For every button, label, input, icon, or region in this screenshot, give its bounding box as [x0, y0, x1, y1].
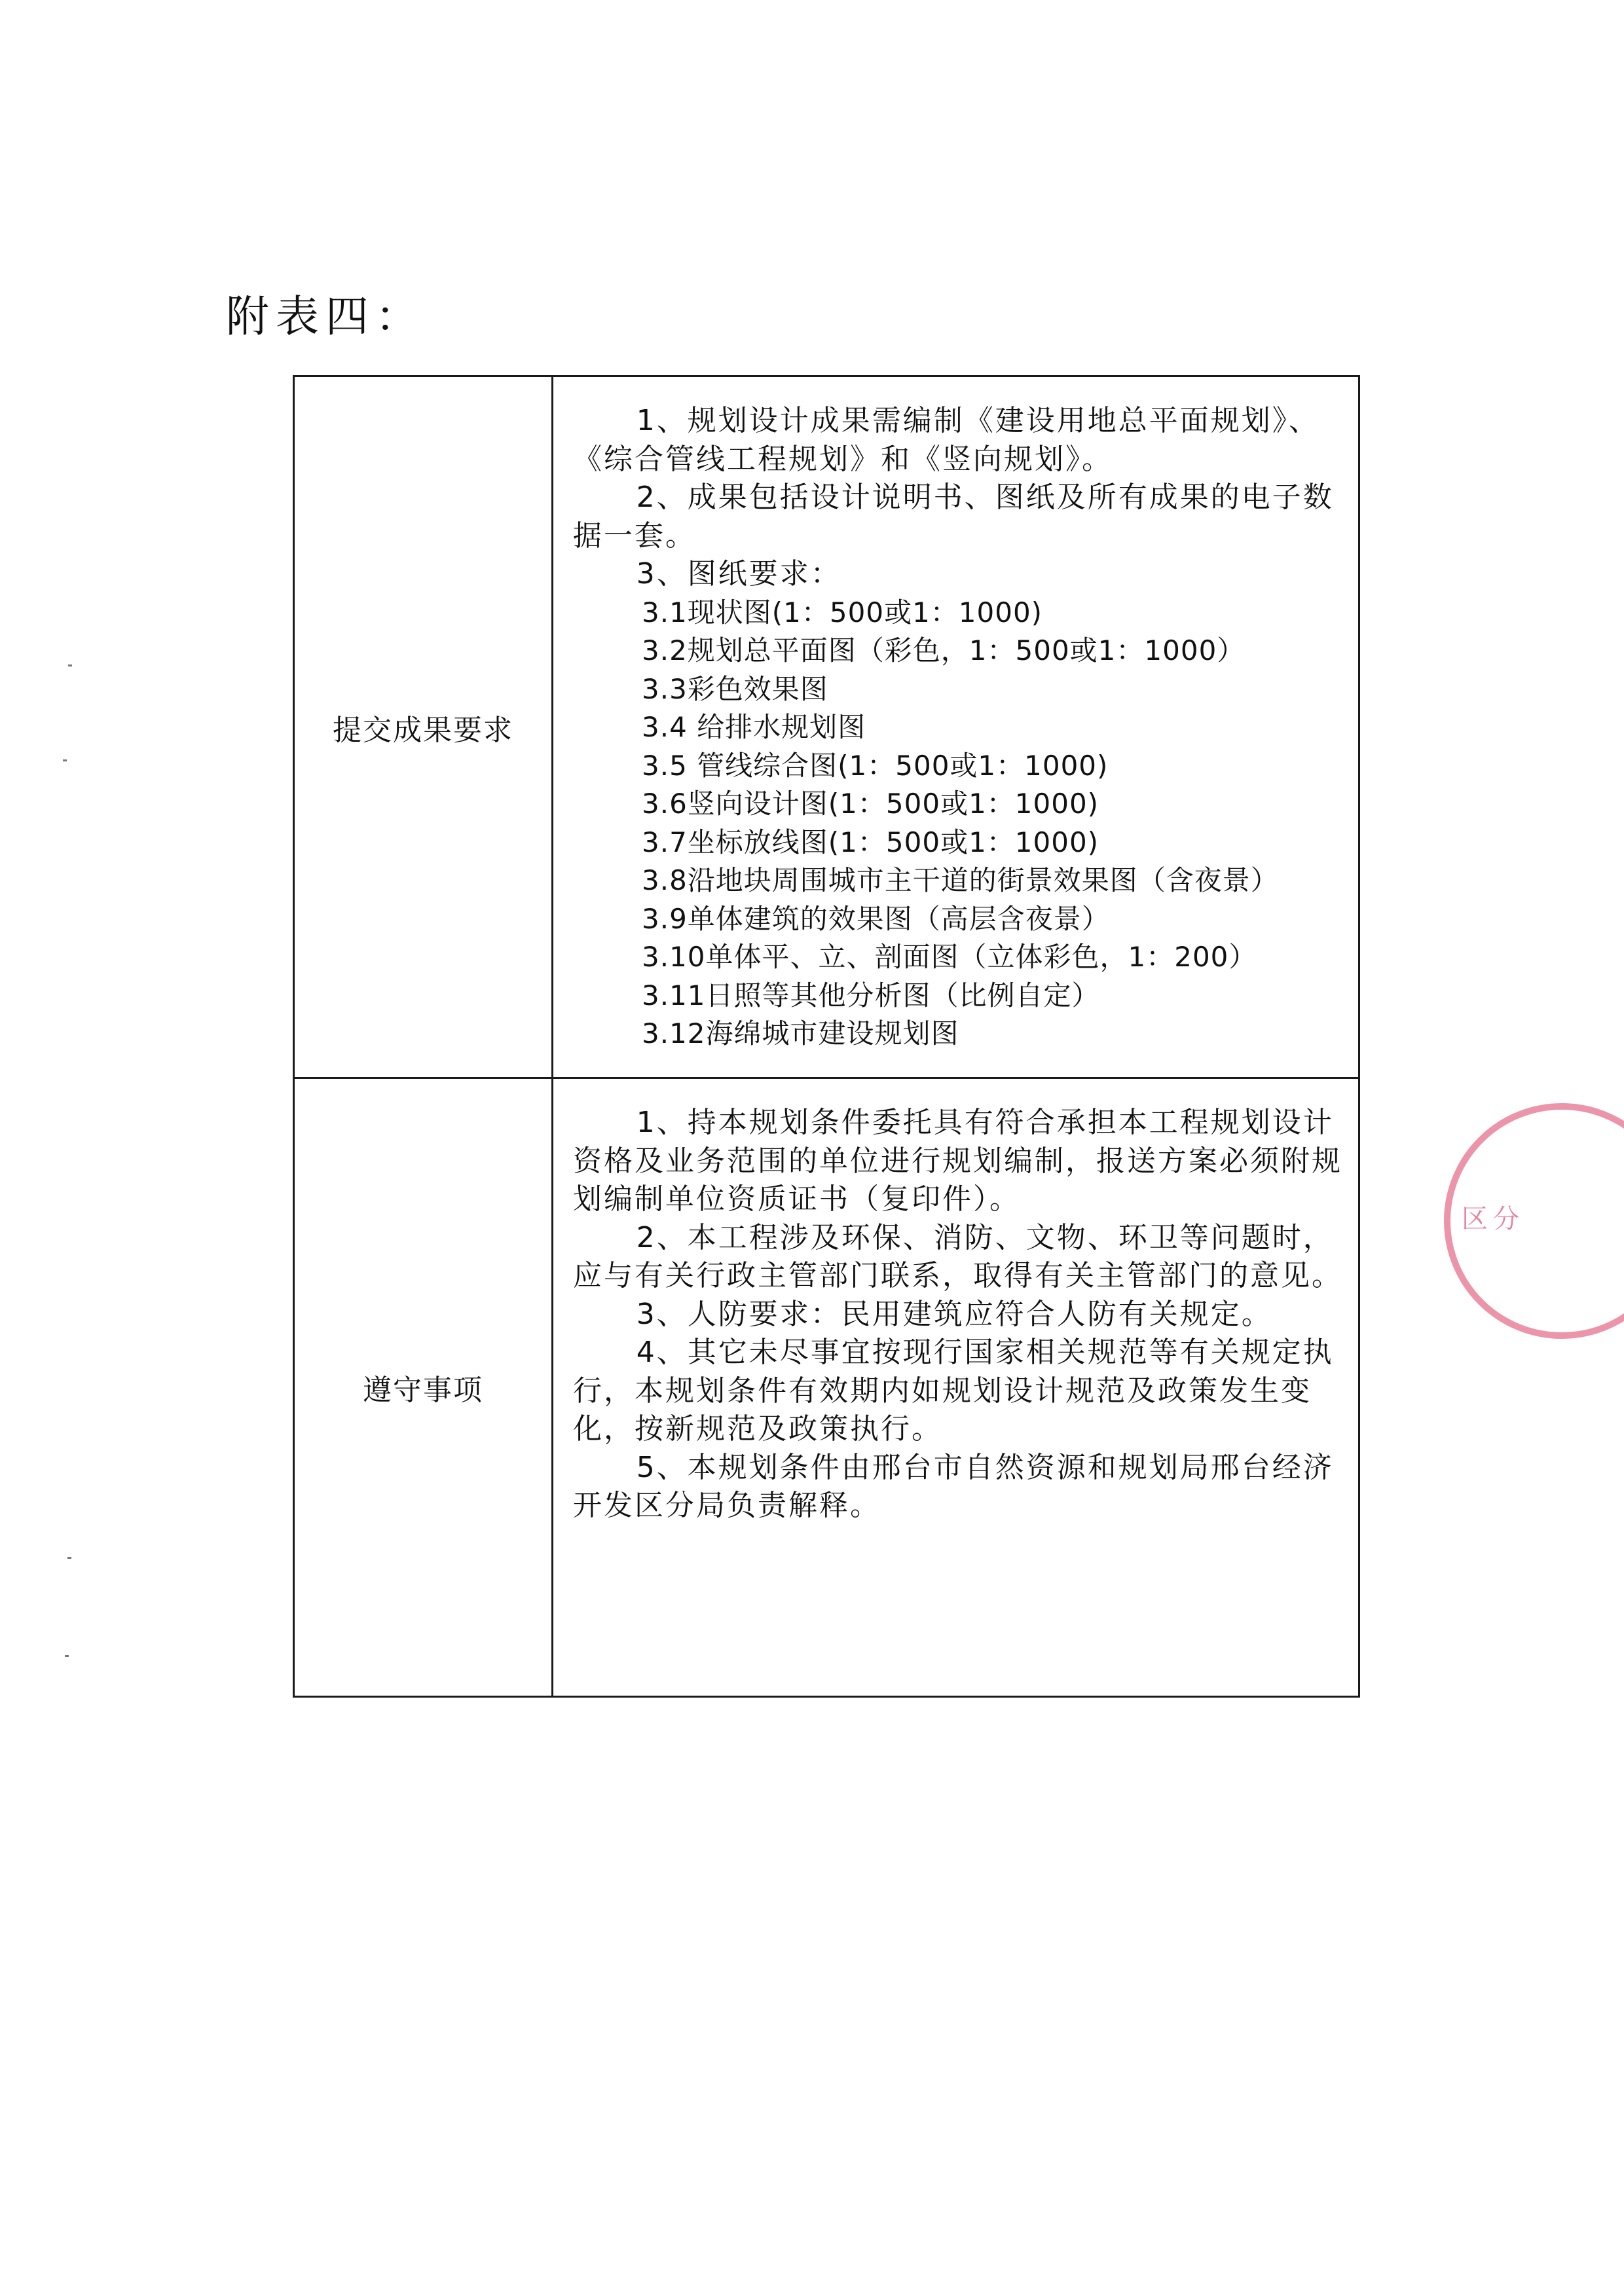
row-content-submission: [553, 376, 1359, 1078]
scan-speck: [65, 1655, 69, 1657]
compliance-paragraph-3: 3、人防要求：民用建筑应符合人防有关规定。: [636, 1297, 1272, 1331]
compliance-paragraph-2: 2、本工程涉及环保、消防、文物、环卫等问题时，应与有关行政主管部门联系，取得有关主管部门的意见。: [573, 1220, 1342, 1292]
row-label-compliance: 遵守事项: [294, 1078, 553, 1697]
appendix-heading: 附表四：: [226, 291, 425, 342]
drawing-item-3-4: 3.4 给排水规划图: [642, 711, 866, 743]
scan-speck: [67, 1557, 71, 1559]
drawing-item-3-9: 3.9单体建筑的效果图（高层含夜景）: [642, 902, 1110, 935]
scan-speck: [63, 759, 67, 761]
compliance-paragraph-1: 1、持本规划条件委托具有符合承担本工程规划设计资格及业务范围的单位进行规划编制，报送方案必须附规划编制单位资质证书（复印件）。: [573, 1106, 1342, 1216]
requirements-table: [293, 375, 1360, 1698]
drawing-item-3-10: 3.10单体平、立、剖面图（立体彩色，1：200）: [642, 941, 1257, 973]
scan-speck: [68, 665, 72, 666]
seal-partial-text: 区分: [1462, 1204, 1524, 1234]
submission-paragraph-2: 2、成果包括设计说明书、图纸及所有成果的电子数据一套。: [573, 481, 1334, 553]
compliance-paragraph-4: 4、其它未尽事宜按现行国家相关规范等有关规定执行，本规划条件有效期内如规划设计规范及政策发生变化，按新规范及政策执行。: [573, 1336, 1334, 1446]
drawing-item-3-1: 3.1现状图(1：500或1：1000): [642, 596, 1043, 629]
drawing-item-3-6: 3.6竖向设计图(1：500或1：1000): [642, 788, 1099, 820]
drawing-item-3-2: 3.2规划总平面图（彩色，1：500或1：1000）: [642, 634, 1246, 666]
compliance-paragraph-5: 5、本规划条件由邢台市自然资源和规划局邢台经济开发区分局负责解释。: [573, 1450, 1334, 1522]
table-row-submission: [294, 376, 1359, 1078]
row-label-submission: 提交成果要求: [294, 376, 553, 1078]
row-content-compliance: [553, 1078, 1359, 1697]
submission-paragraph-3: 3、图纸要求：: [636, 557, 841, 591]
drawing-item-3-7: 3.7坐标放线图(1：500或1：1000): [642, 826, 1099, 858]
drawing-item-3-8: 3.8沿地块周围城市主干道的街景效果图（含夜景）: [642, 864, 1279, 896]
submission-paragraph-1: 1、规划设计成果需编制《建设用地总平面规划》、《综合管线工程规划》和《竖向规划》。: [573, 404, 1320, 476]
drawing-item-3-12: 3.12海绵城市建设规划图: [642, 1017, 959, 1049]
drawing-item-3-11: 3.11日照等其他分析图（比例自定）: [642, 979, 1100, 1011]
drawing-item-3-3: 3.3彩色效果图: [642, 672, 828, 705]
table-row-compliance: [294, 1078, 1359, 1697]
drawing-item-3-5: 3.5 管线综合图(1：500或1：1000): [642, 749, 1109, 782]
